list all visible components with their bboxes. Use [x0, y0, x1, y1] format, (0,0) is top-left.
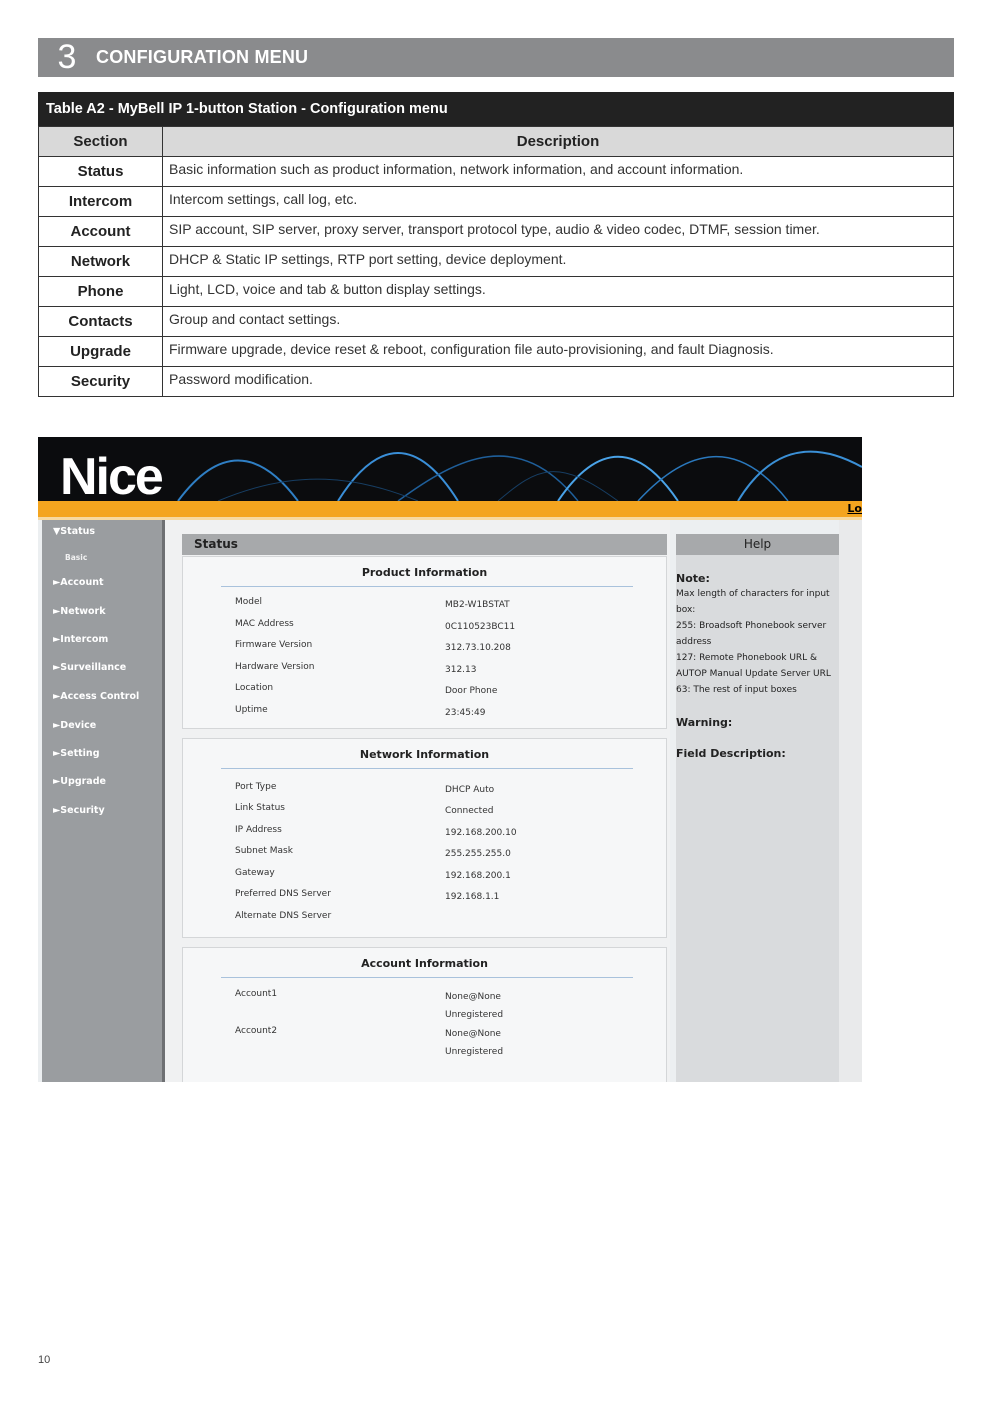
account2-address: None@None	[445, 1029, 501, 1039]
ip-address-label: IP Address	[235, 825, 282, 835]
section-cell: Status	[39, 157, 163, 187]
subnet-mask-label: Subnet Mask	[235, 846, 293, 856]
model-label: Model	[235, 597, 263, 607]
header-banner	[38, 437, 862, 501]
right-gutter	[839, 520, 862, 1082]
firmware-version-value: 312.73.10.208	[445, 643, 511, 653]
product-info-rule	[221, 586, 633, 587]
sidebar-item-account[interactable]: ►Account	[53, 577, 104, 588]
field-description-label: Field Description:	[676, 747, 786, 760]
gateway-label: Gateway	[235, 868, 275, 878]
description-cell: Firmware upgrade, device reset & reboot, configuration file auto-provisioning, and fault Diagnosis.	[163, 337, 954, 367]
section-cell: Upgrade	[39, 337, 163, 367]
ip-address-value: 192.168.200.10	[445, 828, 517, 838]
sidebar-item-setting[interactable]: ►Setting	[53, 748, 100, 759]
section-cell: Phone	[39, 277, 163, 307]
web-ui-screenshot	[38, 437, 862, 1082]
section-cell: Contacts	[39, 307, 163, 337]
location-label: Location	[235, 683, 274, 693]
description-cell: Basic information such as product information, network information, and account information.	[163, 157, 954, 187]
link-status-value: Connected	[445, 806, 494, 816]
product-information-panel	[182, 556, 667, 729]
note-line: Max length of characters for input	[676, 589, 830, 599]
gateway-value: 192.168.200.1	[445, 871, 511, 881]
account-info-rule	[221, 977, 633, 978]
account1-label: Account1	[235, 989, 278, 999]
account1-status: Unregistered	[445, 1010, 504, 1020]
note-line: box:	[676, 605, 696, 615]
status-title: Status	[182, 534, 667, 555]
subnet-mask-value: 255.255.255.0	[445, 849, 511, 859]
sidebar-item-network[interactable]: ►Network	[53, 606, 106, 617]
sidebar-item-status[interactable]: ▼Status	[53, 526, 96, 537]
note-line: 255: Broadsoft Phonebook server	[676, 621, 827, 631]
network-info-title: Network Information	[359, 748, 490, 761]
help-panel	[676, 534, 839, 1082]
warning-label: Warning:	[676, 716, 733, 729]
sidebar	[42, 520, 162, 1082]
account-information-panel	[182, 947, 667, 1082]
mac-address-label: MAC Address	[235, 619, 294, 629]
sidebar-item-upgrade[interactable]: ►Upgrade	[53, 776, 106, 787]
table-caption: Table A2 - MyBell IP 1-button Station - Configuration menu	[38, 92, 954, 126]
chapter-title: CONFIGURATION MENU	[96, 47, 309, 67]
header-section: Section	[39, 127, 163, 157]
description-cell: Intercom settings, call log, etc.	[163, 187, 954, 217]
nice-logo: Nice	[60, 448, 162, 501]
port-type-value: DHCP Auto	[445, 785, 495, 795]
chapter-header	[38, 38, 954, 77]
sidebar-item-intercom[interactable]: ►Intercom	[53, 634, 109, 645]
help-title: Help	[676, 534, 839, 555]
section-cell: Security	[39, 367, 163, 397]
table-row	[39, 217, 954, 247]
account2-status: Unregistered	[445, 1047, 504, 1057]
uptime-value: 23:45:49	[445, 708, 486, 718]
note-line: AUTOP Manual Update Server URL	[676, 669, 831, 679]
header-description: Description	[163, 127, 954, 157]
page-number: 10	[38, 1354, 51, 1366]
account1-address: None@None	[445, 992, 501, 1002]
description-cell: Light, LCD, voice and tab & button display settings.	[163, 277, 954, 307]
port-type-label: Port Type	[235, 782, 277, 792]
network-information-panel	[182, 738, 667, 938]
section-cell: Account	[39, 217, 163, 247]
note-line: 63: The rest of input boxes	[676, 685, 797, 695]
table-row	[39, 337, 954, 367]
section-cell: Network	[39, 247, 163, 277]
sidebar-item-device[interactable]: ►Device	[53, 720, 97, 731]
uptime-label: Uptime	[235, 705, 268, 715]
table-row	[39, 307, 954, 337]
mac-address-value: 0C110523BC11	[445, 622, 516, 632]
model-value: MB2-W1BSTAT	[445, 600, 510, 610]
sidebar-item-access-control[interactable]: ►Access Control	[53, 691, 140, 702]
preferred-dns-value: 192.168.1.1	[445, 892, 500, 902]
description-cell: Password modification.	[163, 367, 954, 397]
section-cell: Intercom	[39, 187, 163, 217]
orange-bar	[38, 501, 862, 517]
hardware-version-value: 312.13	[445, 665, 477, 675]
table-row	[39, 157, 954, 187]
account-info-title: Account Information	[361, 957, 488, 970]
product-info-title: Product Information	[361, 566, 488, 579]
note-line: address	[676, 637, 712, 647]
location-value: Door Phone	[445, 686, 498, 696]
table-row	[39, 277, 954, 307]
sidebar-item-basic[interactable]: Basic	[65, 553, 88, 562]
account2-label: Account2	[235, 1026, 278, 1036]
description-cell: SIP account, SIP server, proxy server, transport protocol type, audio & video codec, DTMF, session timer.	[163, 217, 954, 247]
top-link[interactable]: Lo	[847, 502, 862, 515]
configuration-menu-table	[38, 92, 954, 397]
table-row	[39, 187, 954, 217]
note-line: 127: Remote Phonebook URL &	[676, 653, 818, 663]
firmware-version-label: Firmware Version	[235, 640, 313, 650]
note-label: Note:	[676, 572, 710, 585]
link-status-label: Link Status	[235, 803, 285, 813]
sidebar-item-surveillance[interactable]: ►Surveillance	[53, 662, 127, 673]
hardware-version-label: Hardware Version	[235, 662, 315, 672]
alternate-dns-label: Alternate DNS Server	[235, 911, 332, 921]
sidebar-item-security[interactable]: ►Security	[53, 805, 105, 816]
table-row	[39, 367, 954, 397]
table-row	[39, 247, 954, 277]
description-cell: Group and contact settings.	[163, 307, 954, 337]
network-info-rule	[221, 768, 633, 769]
preferred-dns-label: Preferred DNS Server	[235, 889, 331, 899]
chapter-number: 3	[57, 38, 77, 76]
description-cell: DHCP & Static IP settings, RTP port setting, device deployment.	[163, 247, 954, 277]
